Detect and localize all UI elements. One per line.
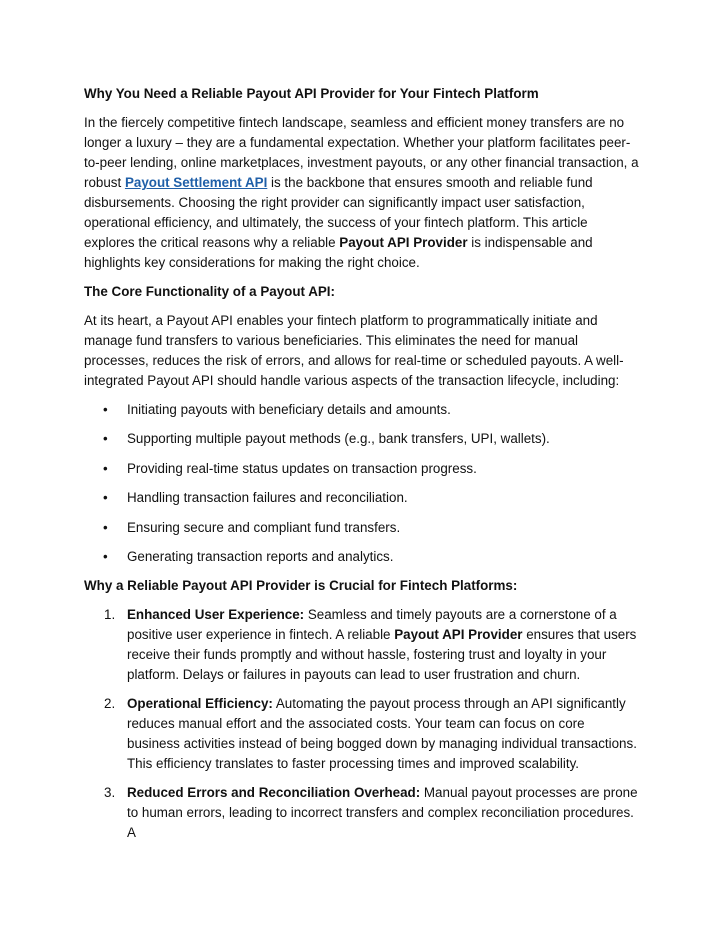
article-title: Why You Need a Reliable Payout API Provider for Your Fintech Platform: [84, 86, 539, 101]
list-item-text: Ensuring secure and compliant fund transfers.: [127, 519, 401, 535]
list-item-text: Providing real-time status updates on transaction progress.: [127, 460, 477, 476]
list-item: [84, 488, 640, 508]
intro-bold-term: Payout API Provider: [339, 235, 468, 250]
intro-paragraph: [84, 113, 640, 273]
reasons-numbered-list: [84, 605, 640, 843]
core-functionality-paragraph: At its heart, a Payout API enables your fintech platform to programmatically initiate and manage fund transfers to various beneficiaries. This eliminates the need for manual processes, reduces the risk of errors, and allows for real-time or scheduled payouts. A well-integrated Payout API should handle various aspects of the transaction lifecycle, including:: [84, 313, 624, 388]
reason-text: Manual payout processes are prone to human errors, leading to incorrect transfers and complex reconciliation procedures. A: [127, 785, 638, 841]
bullet-icon: •: [103, 402, 108, 417]
list-item: [84, 547, 640, 567]
bullet-icon: •: [103, 548, 108, 564]
reason-text: Automating the payout process through an API significantly reduces manual effort and the associated costs. Your team can focus on core business activities instead of being bogged down by managing individual transactions. This efficiency translates to faster processing times and improved scalability.: [127, 696, 637, 772]
list-item: [84, 783, 640, 843]
reason-label: Reduced Errors and Reconciliation Overhead:: [127, 785, 421, 801]
bullet-icon: •: [103, 460, 108, 476]
bullet-icon: •: [103, 431, 108, 447]
list-item-text: Initiating payouts with beneficiary details and amounts.: [127, 402, 451, 417]
list-item: [84, 429, 640, 449]
payout-settlement-api-link[interactable]: Payout Settlement API: [124, 175, 268, 190]
intro-text-3: is indispensable and highlights key considerations for making the right choice.: [84, 235, 593, 270]
reason-text: Seamless and timely payouts are a cornerstone of a positive user experience in fintech. A reliable: [127, 607, 617, 643]
section-heading-why-reliable: Why a Reliable Payout API Provider is Crucial for Fintech Platforms:: [84, 578, 518, 594]
intro-text-1: In the fiercely competitive fintech landscape, seamless and efficient money transfers are no longer a luxury – they are a fundamental expectation. Whether your platform facilitates peer-to-peer lending, online marketplaces, investment payouts, or any other financial transaction, a robust: [84, 115, 639, 190]
section-heading-core-functionality: The Core Functionality of a Payout API:: [84, 284, 335, 299]
list-number: 3.: [104, 785, 116, 801]
reason-label: Operational Efficiency:: [127, 696, 273, 712]
functionality-bullet-list: [84, 400, 640, 567]
reason-label: Enhanced User Experience:: [127, 607, 305, 623]
intro-text-2: is the backbone that ensures smooth and reliable fund disbursements. Choosing the right provider can significantly impact user satisfaction, operational efficiency, and ultimately, the success of your fintech platform. This article explores the critical reasons why a reliable: [84, 175, 593, 250]
list-item: [84, 605, 640, 685]
bullet-icon: •: [103, 490, 108, 506]
list-item: [84, 459, 640, 479]
reason-text-continued: ensures that users receive their funds promptly and without hassle, fostering trust and loyalty in your platform. Delays or failures in payouts can lead to user frustration and churn.: [127, 627, 637, 683]
list-item: [84, 694, 640, 774]
list-number: 1.: [104, 607, 116, 623]
bullet-icon: •: [103, 519, 108, 535]
list-item-text: Supporting multiple payout methods (e.g., bank transfers, UPI, wallets).: [127, 431, 550, 447]
list-item-text: Handling transaction failures and reconciliation.: [127, 490, 408, 506]
list-item: [84, 518, 640, 538]
list-number: 2.: [104, 696, 116, 712]
list-item: [84, 400, 640, 420]
reason-bold-term: Payout API Provider: [394, 627, 523, 643]
list-item-text: Generating transaction reports and analytics.: [127, 548, 394, 564]
document-page: [84, 84, 640, 852]
